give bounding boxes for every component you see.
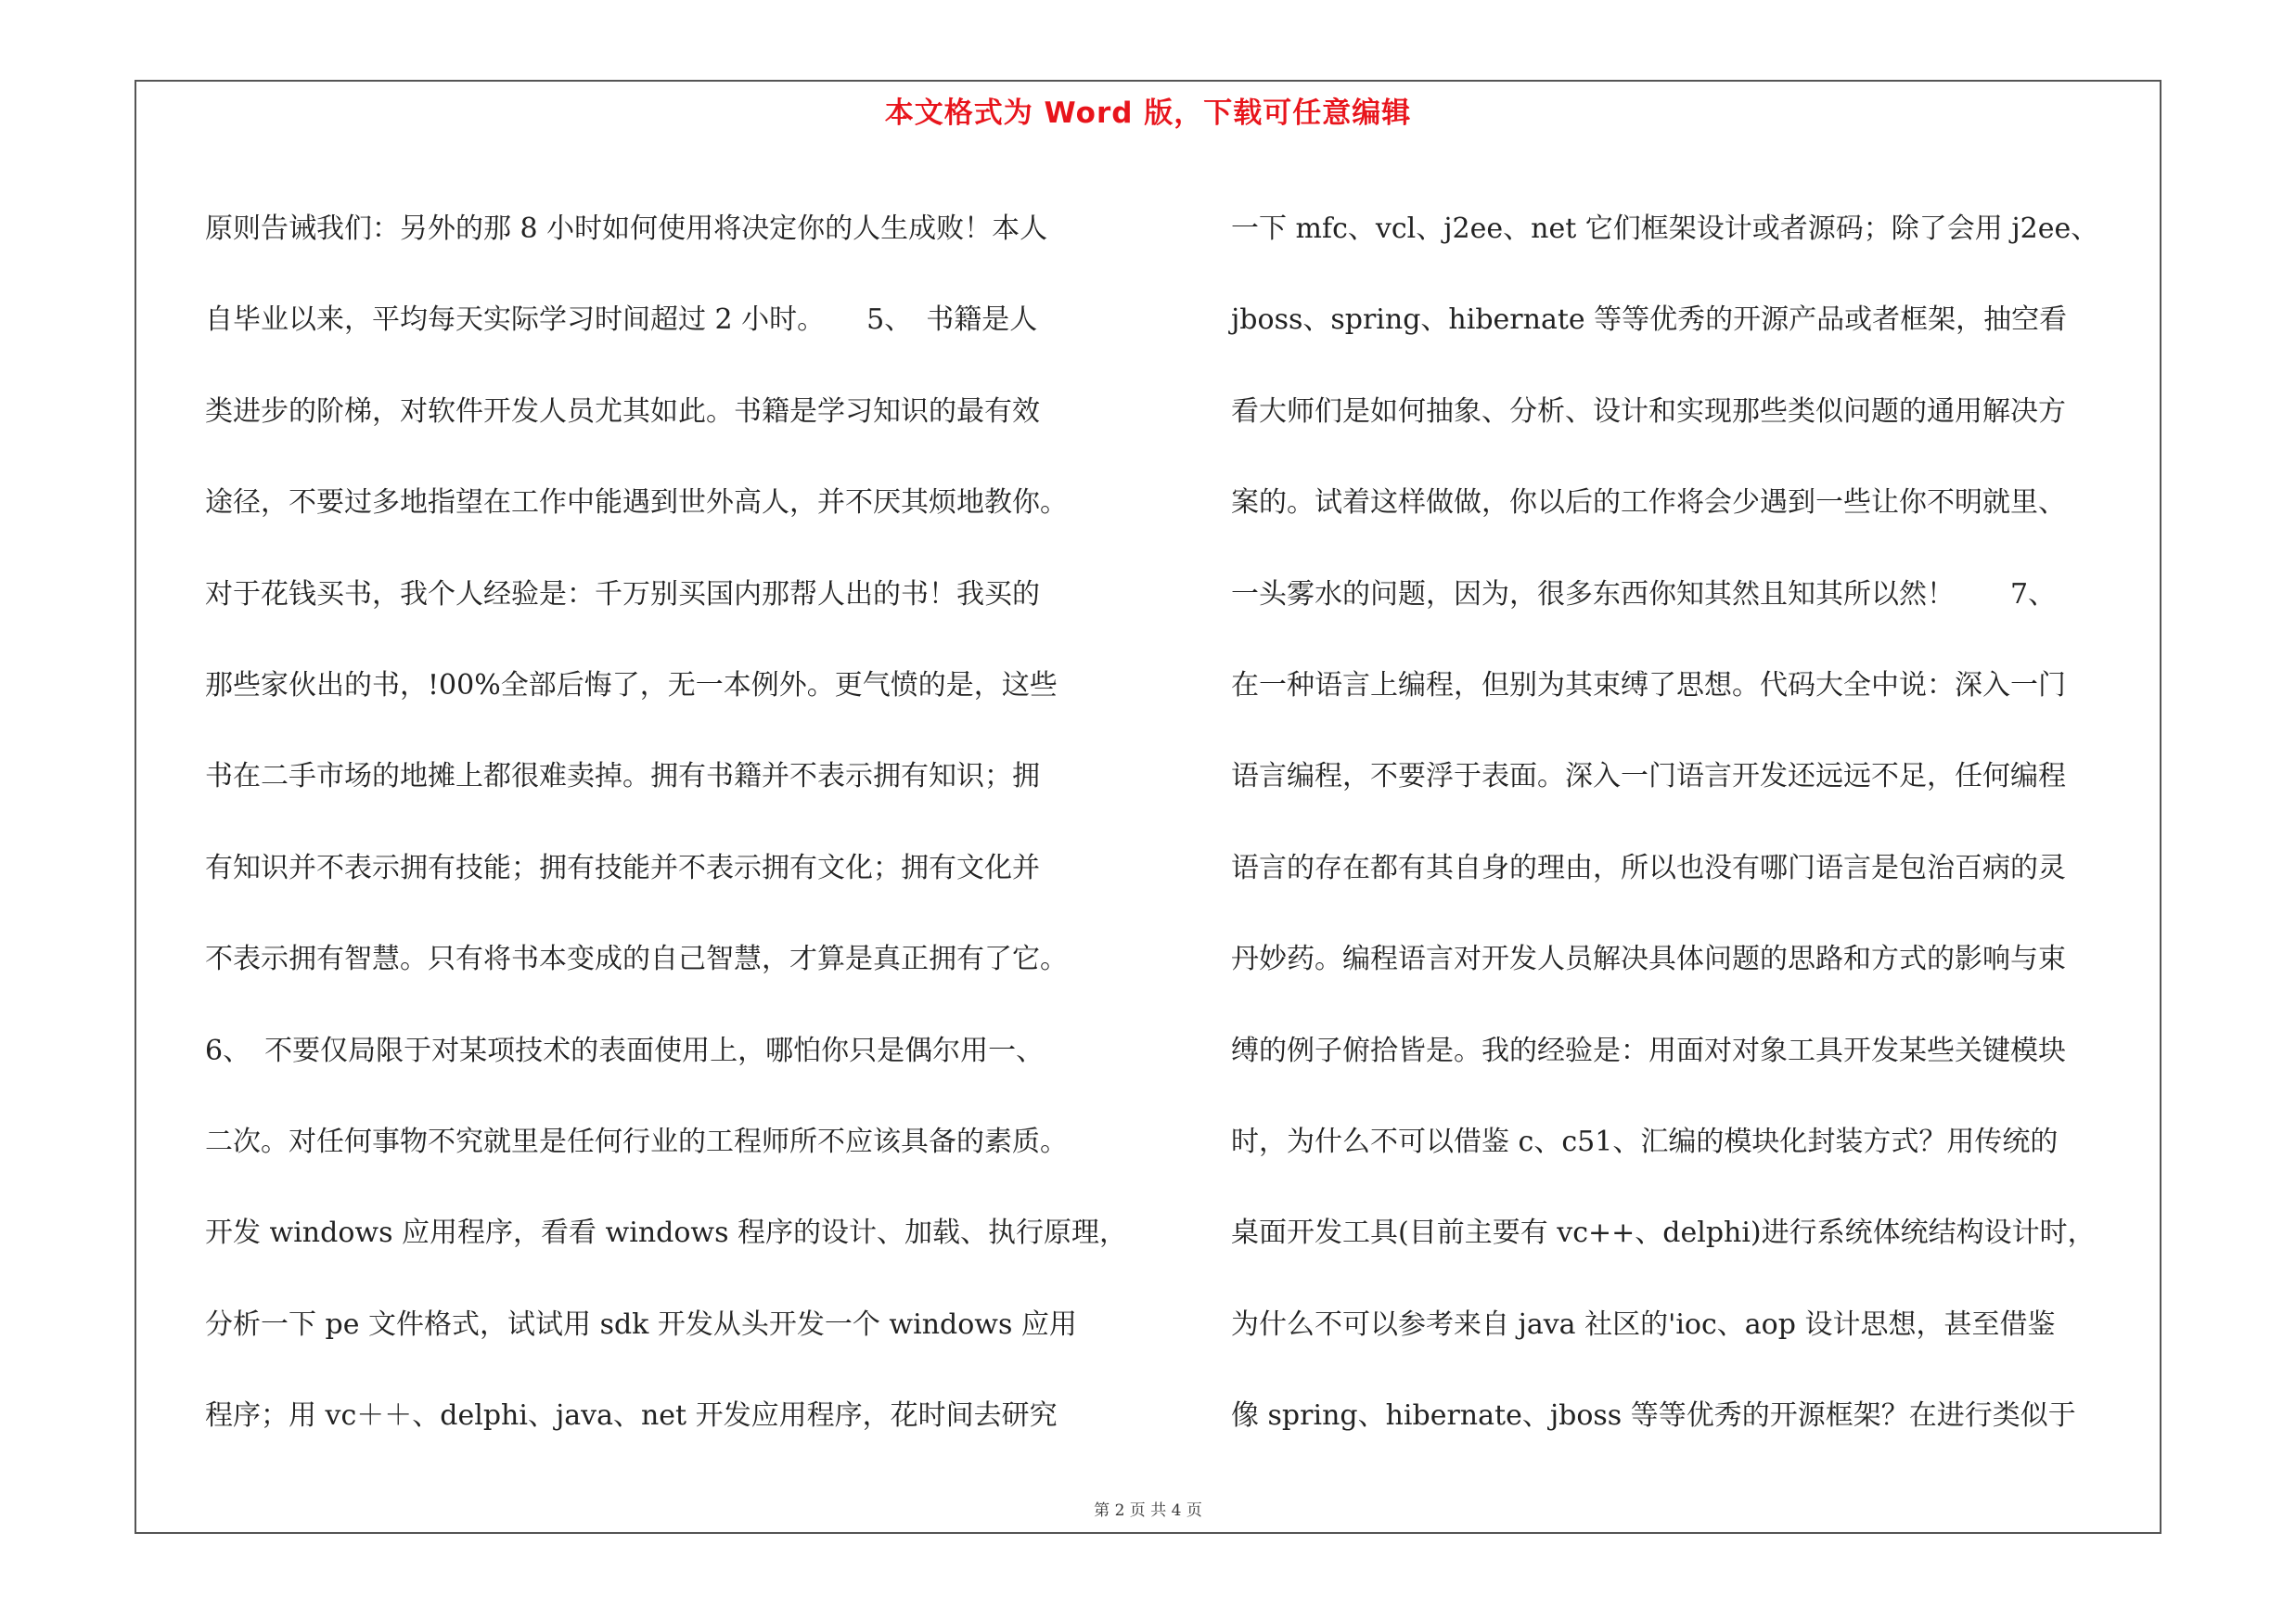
text-line: 缚的例子俯拾皆是。我的经验是：用面对对象工具开发某些关键模块	[1231, 1034, 2066, 1067]
text-line: 案的。试着这样做做，你以后的工作将会少遇到一些让你不明就里、	[1231, 486, 2066, 520]
text-line: 语言的存在都有其自身的理由，所以也没有哪门语言是包治百病的灵	[1231, 851, 2066, 884]
header-banner: 本文格式为 Word 版，下载可任意编辑	[884, 97, 1412, 130]
text-line: 原则告诫我们：另外的那 8 小时如何使用将决定你的人生成败！本人	[205, 213, 1048, 245]
text-line: 看大师们是如何抽象、分析、设计和实现那些类似问题的通用解决方	[1231, 394, 2066, 428]
text-line: 丹妙药。编程语言对开发人员解决具体问题的思路和方式的影响与束	[1231, 943, 2066, 976]
text-line: 途径，不要过多地指望在工作中能遇到世外高人，并不厌其烦地教你。	[205, 486, 1068, 520]
left-text-column	[205, 184, 1151, 1462]
text-line: 一头雾水的问题，因为，很多东西你知其然且知其所以然！ 7、	[1231, 577, 2057, 611]
text-line: jboss、spring、hibernate 等等优秀的开源产品或者框架，抽空看	[1231, 303, 2068, 337]
text-line: 书在二手市场的地摊上都很难卖掉。拥有书籍并不表示拥有知识；拥	[205, 760, 1040, 793]
text-line: 在一种语言上编程，但别为其束缚了思想。代码大全中说：深入一门	[1231, 668, 2066, 702]
text-line: 语言编程，不要浮于表面。深入一门语言开发还远远不足，任何编程	[1231, 760, 2066, 793]
text-line: 不表示拥有智慧。只有将书本变成的自己智慧，才算是真正拥有了它。	[205, 943, 1068, 976]
text-line: 分析一下 pe 文件格式，试试用 sdk 开发从头开发一个 windows 应用	[205, 1307, 1077, 1341]
page-number-footer: 第 2 页 共 4 页	[1094, 1501, 1202, 1520]
text-line: 有知识并不表示拥有技能；拥有技能并不表示拥有文化；拥有文化并	[205, 851, 1040, 884]
text-line: 为什么不可以参考来自 java 社区的'ioc、aop 设计思想，甚至借鉴	[1231, 1307, 2056, 1341]
text-line: 那些家伙出的书，!00%全部后悔了，无一本例外。更气愤的是，这些	[205, 668, 1058, 702]
text-line: 6、 不要仅局限于对某项技术的表面使用上，哪怕你只是偶尔用一、	[205, 1034, 1045, 1067]
text-line: 程序；用 vc＋＋、delphi、java、net 开发应用程序，花时间去研究	[205, 1399, 1058, 1433]
text-line: 对于花钱买书，我个人经验是：千万别买国内那帮人出的书！我买的	[205, 577, 1040, 611]
text-line: 桌面开发工具(目前主要有 vc++、delphi)进行系统体统结构设计时，	[1231, 1217, 2096, 1250]
text-line: 开发 windows 应用程序，看看 windows 程序的设计、加载、执行原理，	[205, 1217, 1128, 1250]
text-line: 像 spring、hibernate、jboss 等等优秀的开源框架？在进行类似于	[1231, 1399, 2076, 1433]
text-line: 二次。对任何事物不究就里是任何行业的工程师所不应该具备的素质。	[205, 1125, 1068, 1158]
right-text-column	[1231, 184, 2161, 1462]
text-line: 一下 mfc、vcl、j2ee、net 它们框架设计或者源码；除了会用 j2ee、	[1231, 213, 2099, 245]
text-line: 类进步的阶梯，对软件开发人员尤其如此。书籍是学习知识的最有效	[205, 394, 1040, 428]
text-line: 时，为什么不可以借鉴 c、c51、汇编的模块化封装方式？用传统的	[1231, 1125, 2059, 1158]
text-line: 自毕业以来，平均每天实际学习时间超过 2 小时。 5、 书籍是人	[205, 303, 1038, 337]
